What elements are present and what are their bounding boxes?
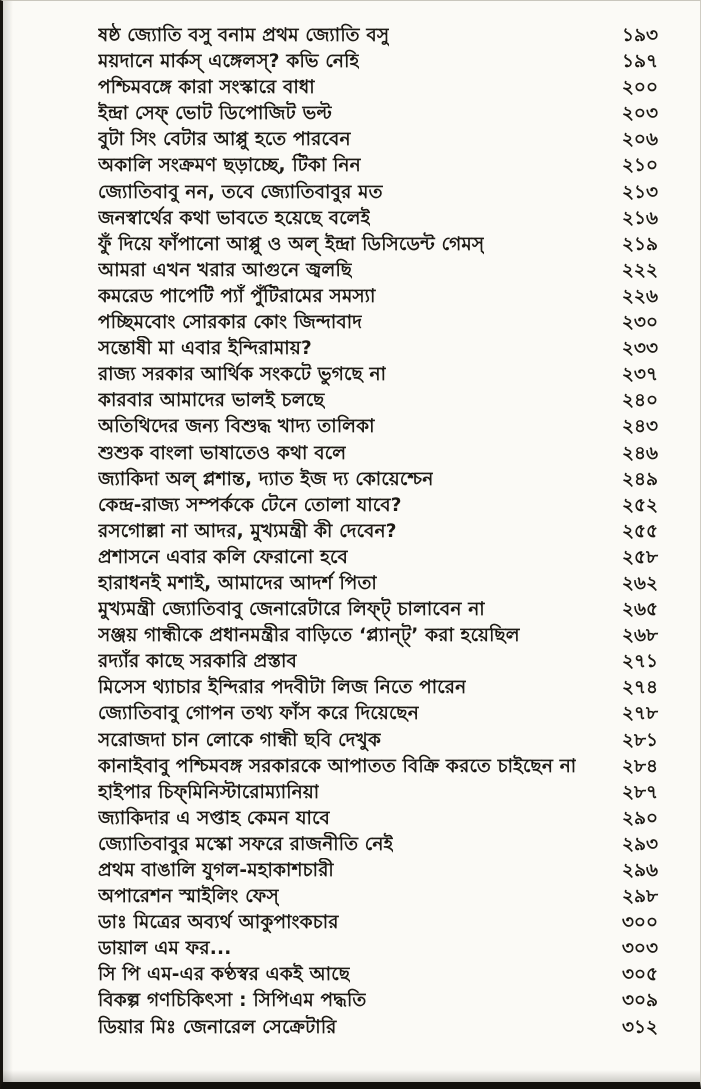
toc-entry-title: কমরেড পাপেটি প্যাঁ পুঁটিরামের সমস্যা <box>98 285 376 307</box>
toc-entry-page-number: ২১০ <box>621 155 658 177</box>
toc-entry <box>98 362 658 388</box>
toc-entry-page-number: ২৯৮ <box>621 886 658 908</box>
toc-entry-page-number: ২৬৫ <box>621 599 658 621</box>
toc-entry-page-number: ২২২ <box>621 259 658 281</box>
toc-entry <box>98 1015 658 1041</box>
toc-entry <box>98 180 658 206</box>
toc-entry <box>98 467 658 493</box>
toc-entry-title: আমরা এখন খরার আগুনে জ্বলছি <box>98 259 353 281</box>
toc-entry-page-number: ৩০৩ <box>621 938 658 960</box>
toc-entry <box>98 832 658 858</box>
toc-entry <box>98 153 658 179</box>
toc-entry-page-number: ১৯৩ <box>621 25 658 46</box>
toc-entry-title: জ্যাকিদার এ সপ্তাহ কেমন যাবে <box>98 807 331 829</box>
toc-entry <box>98 701 658 727</box>
toc-entry-page-number: ১৯৭ <box>621 51 658 73</box>
toc-entry-page-number: ২১৩ <box>621 181 658 203</box>
toc-entry-page-number: ৩১২ <box>621 1016 658 1038</box>
toc-entry-page-number: ২৫২ <box>621 494 658 516</box>
toc-entry <box>98 780 658 806</box>
toc-entry-title: মুখ্যমন্ত্রী জ্যোতিবাবু জেনারেটারে লিফ্ট্ চালাবেন না <box>98 599 485 621</box>
toc-entry <box>98 858 658 884</box>
toc-entry-page-number: ২১৯ <box>621 233 658 255</box>
toc-entry-title: জ্যোতিবাবু নন, তবে জ্যোতিবাবুর মত <box>98 181 383 203</box>
toc-entry-title: ফুঁ দিয়ে ফাঁপানো আপ্পু ও অল্ ইন্দ্রা ডিসিডেন্ট গেমস্ <box>98 233 485 255</box>
toc-entry-page-number: ২৬২ <box>621 572 658 594</box>
toc-entry-title: ডাঃ মিত্রের অব্যর্থ আকুপাংকচার <box>98 912 339 934</box>
toc-entry-page-number: ২০৩ <box>621 103 658 125</box>
toc-entry <box>98 519 658 545</box>
toc-entry <box>98 232 658 258</box>
toc-entry <box>98 441 658 467</box>
toc-entry <box>98 206 658 232</box>
toc-entry <box>98 310 658 336</box>
toc-entry-title: মিসেস থ্যাচার ইন্দিরার পদবীটা লিজ নিতে পারেন <box>98 677 467 699</box>
toc-entry <box>98 545 658 571</box>
toc-entry <box>98 597 658 623</box>
toc-entry-title: জ্যাকিদা অল্ প্লশান্ত, দ্যাত ইজ দ্য কোয়েশ্চেন <box>98 468 434 490</box>
toc-entry <box>98 649 658 675</box>
toc-entry <box>98 75 658 101</box>
toc-entry-title: ইন্দ্রা সেফ্ ভোট ডিপোজিট ভল্ট <box>98 103 333 125</box>
toc-entry-page-number: ২৬৮ <box>621 625 658 647</box>
toc-entry <box>98 936 658 962</box>
toc-entry <box>98 884 658 910</box>
toc-entry-page-number: ২০০ <box>621 77 658 99</box>
toc-entry-title: হাইপার চিফ্‌মিনিস্টারোম্যানিয়া <box>98 781 320 803</box>
toc-entry-page-number: ২৩৩ <box>621 338 658 360</box>
toc-entry-page-number: ২৭৮ <box>621 703 658 725</box>
toc-entry-page-number: ২৩৭ <box>621 364 658 386</box>
toc-entry-title: সন্তোষী মা এবার ইন্দিরামায়? <box>98 338 312 360</box>
toc-entry-title: ডিয়ার মিঃ জেনারেল সেক্রেটারি <box>98 1016 337 1038</box>
toc-entry-page-number: ২৮৭ <box>621 781 658 803</box>
toc-entry <box>98 988 658 1014</box>
toc-entry-title: রসগোল্লা না আদর, মুখ্যমন্ত্রী কী দেবেন? <box>98 520 397 542</box>
toc-entry <box>98 258 658 284</box>
toc-entry-title: রাজ্য সরকার আর্থিক সংকটে ভুগছে না <box>98 364 387 386</box>
toc-entry-page-number: ২৮১ <box>621 729 658 751</box>
toc-entry-page-number: ২৭১ <box>621 651 658 673</box>
toc-entry-title: কেন্দ্র-রাজ্য সম্পর্ককে টেনে তোলা যাবে? <box>98 494 402 516</box>
toc-entry-title: পচ্ছিমবোং সোরকার কোং জিন্দাবাদ <box>98 312 363 334</box>
toc-entry-title: জ্যোতিবাবু গোপন তথ্য ফাঁস করে দিয়েছেন <box>98 703 420 725</box>
toc-entry-title: সি পি এম-এর কণ্ঠস্বর একই আছে <box>98 964 351 986</box>
toc-entry <box>98 675 658 701</box>
toc-entry-page-number: ২০৬ <box>621 129 658 151</box>
toc-entry <box>98 806 658 832</box>
toc-entry <box>98 414 658 440</box>
toc-entry-title: কারবার আমাদের ভালই চলছে <box>98 390 325 412</box>
toc-entry-page-number: ২৯০ <box>621 807 658 829</box>
toc-entry-title: অতিথিদের জন্য বিশুদ্ধ খাদ্য তালিকা <box>98 416 375 438</box>
toc-entry-title: সঞ্জয় গান্ধীকে প্রধানমন্ত্রীর বাড়িতে ‘প্ল্যান্ট্’ করা হয়েছিল <box>98 625 520 647</box>
toc-entry-title: প্রথম বাঙালি যুগল-মহাকাশচারী <box>98 860 334 881</box>
toc-entry <box>98 493 658 519</box>
toc-entry-page-number: ২৪৩ <box>621 416 658 438</box>
toc-entry-page-number: ২৯৬ <box>621 860 658 881</box>
toc-entry-page-number: ২৪৬ <box>621 442 658 464</box>
toc-entry <box>98 49 658 75</box>
toc-entry <box>98 910 658 936</box>
toc-entry-title: হারাধনই মশাই, আমাদের আদর্শ পিতা <box>98 572 377 594</box>
toc-entry-title: রদ্যাঁর কাছে সরকারি প্রস্তাব <box>98 651 298 673</box>
toc-entry-title: পশ্চিমবঙ্গে কারা সংস্কারে বাধা <box>98 77 315 99</box>
toc-entry-title: ষষ্ঠ জ্যোতি বসু বনাম প্রথম জ্যোতি বসু <box>98 25 390 46</box>
toc-entry-page-number: ২৪০ <box>621 390 658 412</box>
toc-entry <box>98 571 658 597</box>
scan-edge-shadow-bottom <box>3 1070 700 1082</box>
toc-entry-title: ময়দানে মার্কস্ এঙ্গেলস্? কভি নেহি <box>98 51 360 73</box>
toc-entry-page-number: ৩০৫ <box>621 964 658 986</box>
toc-entry-title: জনস্বার্থের কথা ভাবতে হয়েছে বলেই <box>98 207 371 229</box>
toc-entry-page-number: ২৫৫ <box>621 520 658 542</box>
toc-entry-page-number: ২২৬ <box>621 285 658 307</box>
toc-entry-page-number: ২৯৩ <box>621 833 658 855</box>
toc-entry-title: বুটা সিং বেটার আপ্পু হতে পারবেন <box>98 129 351 151</box>
toc-entry <box>98 623 658 649</box>
toc-entry-page-number: ২৩০ <box>621 312 658 334</box>
toc-entry-title: বিকল্প গণচিকিৎসা : সিপিএম পদ্ধতি <box>98 990 367 1012</box>
toc-entry-title: জ্যোতিবাবুর মস্কো সফরে রাজনীতি নেই <box>98 833 394 855</box>
toc-entry <box>98 388 658 414</box>
toc-entry-title: প্রশাসনে এবার কলি ফেরানো হবে <box>98 546 348 568</box>
toc-entry <box>98 23 658 49</box>
toc-entry-page-number: ৩০৯ <box>621 990 658 1012</box>
toc-entry <box>98 284 658 310</box>
toc-entry <box>98 728 658 754</box>
toc-entry-title: শুশুক বাংলা ভাষাতেও কথা বলে <box>98 442 347 464</box>
toc-list <box>3 1 700 1041</box>
toc-entry <box>98 101 658 127</box>
toc-entry <box>98 336 658 362</box>
toc-entry-page-number: ২৫৮ <box>621 546 658 568</box>
toc-entry-page-number: ২৭৪ <box>621 677 658 699</box>
toc-entry-title: সরোজদা চান লোকে গান্ধী ছবি দেখুক <box>98 729 382 751</box>
toc-entry-title: অপারেশন স্মাইলিং ফেস্ <box>98 886 279 908</box>
toc-entry-title: ডায়াল এম ফর... <box>98 938 232 960</box>
toc-entry-title: অকালি সংক্রমণ ছড়াচ্ছে, টিকা নিন <box>98 155 361 177</box>
toc-entry <box>98 962 658 988</box>
toc-entry-title: কানাইবাবু পশ্চিমবঙ্গ সরকারকে আপাতত বিক্রি করতে চাইছেন না <box>98 755 577 777</box>
toc-entry <box>98 754 658 780</box>
toc-entry-page-number: ২৮৪ <box>621 755 658 777</box>
toc-entry-page-number: ২১৬ <box>621 207 658 229</box>
toc-entry <box>98 127 658 153</box>
toc-entry-page-number: ২৪৯ <box>621 468 658 490</box>
toc-entry-page-number: ৩০০ <box>621 912 658 934</box>
